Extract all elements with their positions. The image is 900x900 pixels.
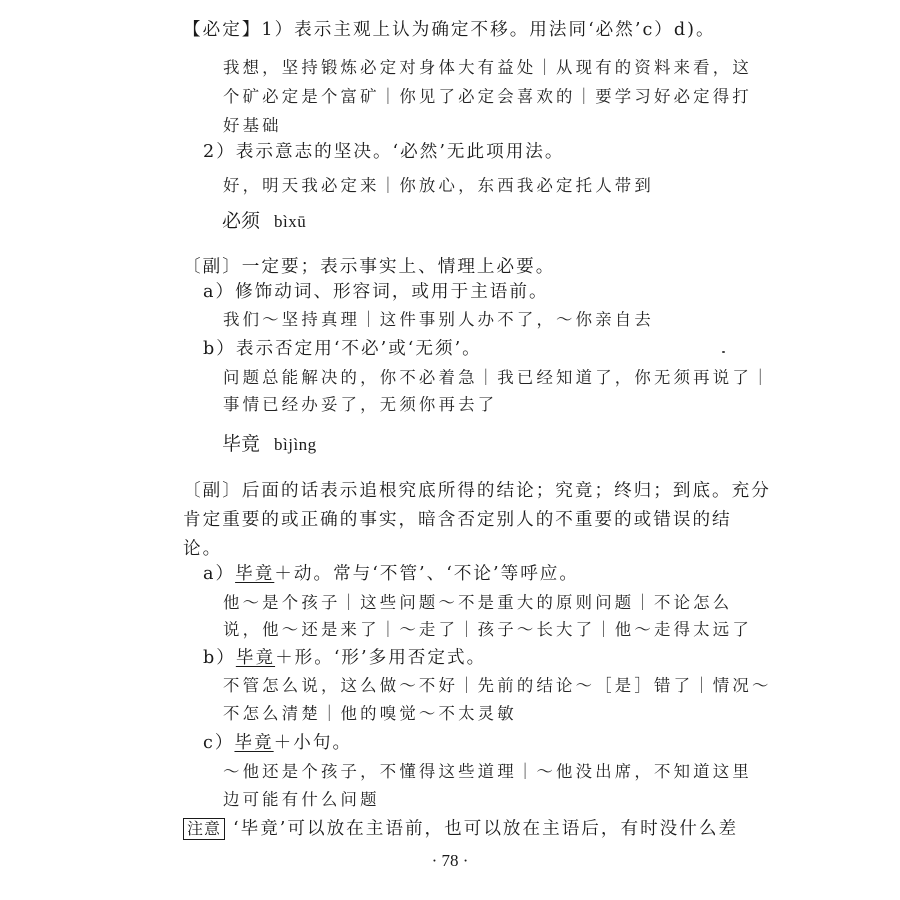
headword-bi-jing — [222, 430, 317, 459]
bi-jing-definition-line: 肯定重要的或正确的事实，暗含否定别人的不重要的或错误的结 — [183, 510, 732, 530]
sense-text: ＋小句。 — [273, 733, 353, 753]
example-line: 事情已经办妥了，无须你再去了 — [223, 395, 498, 414]
example-line: 不怎么清楚｜他的嗅觉～不太灵敏 — [223, 704, 517, 723]
example-line: 问题总能解决的，你不必着急｜我已经知道了，你无须再说了｜ — [223, 368, 772, 387]
bi-jing-sense-a — [203, 561, 579, 587]
bi-jing-definition-line: 论。 — [183, 539, 223, 559]
sense-prefix: a） — [203, 564, 236, 584]
bi-xu-definition: 〔副〕一定要；表示事实上、情理上必要。 — [183, 257, 556, 277]
headword-bi-xu — [222, 207, 306, 236]
bi-jing-definition-line: 〔副〕后面的话表示追根究底所得的结论；究竟；终归；到底。充分 — [183, 481, 771, 501]
keyword-underlined: 毕竟 — [234, 733, 274, 753]
bi-xu-sense-a: a）修饰动词、形容词，或用于主语前。 — [203, 282, 549, 302]
note-text: ‘毕竟’可以放在主语前，也可以放在主语后，有时没什么差 — [233, 819, 739, 839]
bi-ding-sense-2: 2）表示意志的坚决。‘必然’无此项用法。 — [203, 142, 565, 162]
bi-ding-sense-1 — [183, 17, 716, 43]
example-line: 他～是个孩子｜这些问题～不是重大的原则问题｜不论怎么 — [223, 593, 733, 612]
example-line: 个矿必定是个富矿｜你见了必定会喜欢的｜要学习好必定得打 — [223, 87, 752, 106]
example-line: 我想，坚持锻炼必定对身体大有益处｜从现有的资料来看，这 — [223, 58, 752, 77]
sense-text: ＋形。‘形’多用否定式。 — [275, 648, 487, 668]
example-line: ～他还是个孩子，不懂得这些道理｜～他没出席，不知道这里 — [223, 762, 752, 781]
sense-prefix: c） — [203, 733, 235, 753]
example-line: 好基础 — [223, 116, 282, 135]
keyword-underlined: 毕竟 — [235, 648, 276, 668]
example-line: 不管怎么说，这么做～不好｜先前的结论～［是］错了｜情况～ — [223, 676, 772, 695]
bi-ding-sense-1-text: 1）表示主观上认为确定不移。用法同‘必然’c）d)。 — [261, 20, 716, 40]
scan-speck — [722, 351, 725, 353]
note-label-box: 注意 — [183, 818, 225, 840]
bi-ding-label: 【必定】 — [183, 20, 262, 40]
bi-xu-sense-b: b）表示否定用‘不必’或‘无须’。 — [203, 339, 482, 359]
page-number: · 78 · — [431, 851, 469, 870]
example-line: 说，他～还是来了｜～走了｜孩子～长大了｜他～走得太远了 — [223, 620, 752, 639]
note-line — [183, 816, 738, 842]
sense-text: ＋动。常与‘不管’、‘不论’等呼应。 — [274, 564, 579, 584]
example-line: 好，明天我必定来｜你放心，东西我必定托人带到 — [223, 176, 654, 195]
bi-jing-sense-c — [203, 730, 352, 756]
pinyin: bìjìng — [274, 435, 317, 454]
bi-jing-sense-b — [203, 645, 486, 671]
sense-prefix: b） — [203, 648, 236, 668]
example-line: 边可能有什么问题 — [223, 790, 380, 809]
example-line: 我们～坚持真理｜这件事别人办不了，～你亲自去 — [223, 310, 654, 329]
headword-text: 必须 — [222, 210, 261, 232]
headword-text: 毕竟 — [222, 433, 261, 455]
pinyin: bìxū — [274, 212, 307, 231]
keyword-underlined: 毕竟 — [235, 564, 275, 584]
